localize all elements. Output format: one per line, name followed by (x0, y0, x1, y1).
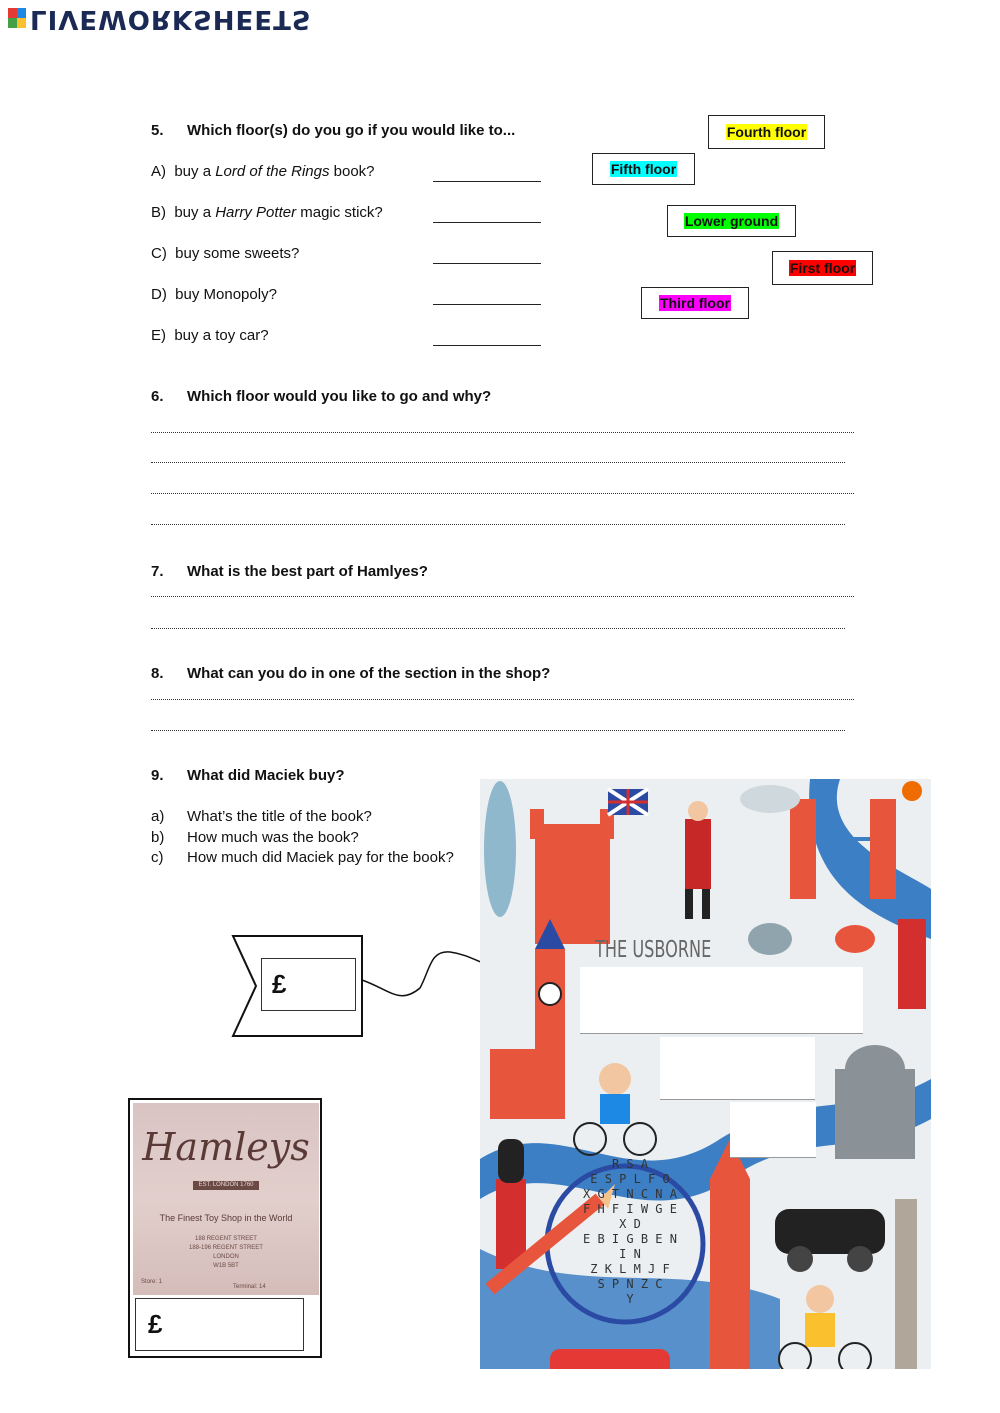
answer-line[interactable] (151, 523, 845, 525)
q5-item-a (151, 163, 375, 180)
sub-letter: b) (151, 829, 165, 846)
q5-item-b (151, 204, 383, 221)
answer-line[interactable] (151, 729, 845, 731)
answer-line[interactable] (151, 492, 854, 494)
receipt-address (133, 1235, 319, 1271)
receipt-est: EST. LONDON 1760 (193, 1181, 259, 1190)
wordsearch-row: F H F I W G E X D (583, 1202, 677, 1231)
answer-blank-b[interactable] (433, 221, 541, 223)
q5-item-e (151, 327, 269, 344)
wordsearch-row: Y (626, 1292, 634, 1306)
question-number: 8. (151, 665, 164, 682)
question-8 (151, 665, 550, 682)
item-italic: Lord of the Rings (215, 163, 330, 180)
book-cover-image (480, 779, 931, 1369)
address-line: 188 REGENT STREET (195, 1236, 257, 1242)
answer-line[interactable] (151, 698, 854, 700)
question-6 (151, 388, 491, 405)
floor-label-fifth[interactable] (592, 153, 695, 185)
wordsearch-row: E B I G B E N I N (583, 1232, 677, 1261)
wordsearch-row: X G T N C N A (583, 1187, 677, 1201)
item-text: buy a (174, 204, 216, 221)
sub-text: How much did Maciek pay for the book? (187, 849, 454, 866)
wordsearch-grid (580, 1157, 680, 1307)
q5-item-d (151, 286, 277, 303)
floor-label-text: Fifth floor (610, 161, 677, 177)
price-tag-answer-box[interactable] (261, 958, 356, 1011)
answer-line[interactable] (151, 627, 845, 629)
floor-label-text: Lower ground (684, 213, 779, 229)
item-letter: D) (151, 286, 167, 303)
item-text: buy Monopoly? (175, 286, 277, 303)
receipt-answer-box[interactable] (135, 1298, 304, 1351)
hamleys-logo: Hamleys (142, 1125, 310, 1169)
logo-mark-icon (8, 8, 26, 28)
wordsearch-row: E S P L F O (590, 1172, 670, 1186)
question-text: What is the best part of Hamlyes? (187, 563, 428, 580)
book-answer-box-3[interactable] (730, 1102, 816, 1158)
item-letter: B) (151, 204, 166, 221)
pound-sign: £ (148, 1309, 163, 1339)
item-text: buy a toy car? (174, 327, 269, 344)
item-text-end: book? (329, 163, 375, 180)
q5-item-c (151, 245, 299, 262)
item-italic: Harry Potter (215, 204, 297, 221)
floor-label-lower-ground[interactable] (667, 205, 796, 237)
address-line: W1B 5BT (213, 1263, 239, 1269)
item-letter: A) (151, 163, 166, 180)
sub-text: What’s the title of the book? (187, 808, 372, 825)
q9-sub-a (151, 808, 372, 825)
question-text: What did Maciek buy? (187, 767, 345, 784)
floor-label-text: First floor (789, 260, 856, 276)
answer-blank-d[interactable] (433, 303, 541, 305)
sub-letter: c) (151, 849, 164, 866)
pound-sign: £ (272, 969, 287, 999)
item-letter: E) (151, 327, 166, 344)
floor-label-text: Third floor (660, 295, 730, 311)
answer-blank-c[interactable] (433, 262, 541, 264)
sub-letter: a) (151, 808, 165, 825)
question-9 (151, 767, 345, 784)
answer-blank-a[interactable] (433, 180, 541, 182)
item-text: buy some sweets? (175, 245, 300, 262)
question-number: 5. (151, 122, 164, 139)
receipt-terminal: Terminal: 14 (233, 1284, 266, 1290)
book-series-label: THE USBORNE (595, 937, 712, 963)
question-5 (151, 122, 515, 139)
wordsearch-row: Z K L M J F (590, 1262, 670, 1276)
answer-blank-e[interactable] (433, 344, 541, 346)
receipt-frame (128, 1098, 322, 1358)
q9-sub-b (151, 829, 359, 846)
item-text-end: magic stick? (296, 204, 383, 221)
sub-text: How much was the book? (187, 829, 359, 846)
answer-line[interactable] (151, 461, 845, 463)
receipt-photo (133, 1103, 319, 1295)
wordsearch-row: R S A (611, 1157, 649, 1171)
question-number: 7. (151, 563, 164, 580)
address-line: 188-196 REGENT STREET (189, 1245, 263, 1251)
book-answer-box-2[interactable] (660, 1037, 815, 1100)
floor-label-fourth[interactable] (708, 115, 825, 149)
book-title-answer-box[interactable] (580, 967, 863, 1034)
item-letter: C) (151, 245, 167, 262)
q9-sub-c (151, 849, 454, 866)
address-line: LONDON (213, 1254, 239, 1260)
question-7 (151, 563, 428, 580)
answer-line[interactable] (151, 595, 854, 597)
wordsearch-row: S P N Z C (597, 1277, 663, 1291)
question-number: 9. (151, 767, 164, 784)
receipt-tagline: The Finest Toy Shop in the World (159, 1213, 293, 1223)
answer-line[interactable] (151, 431, 854, 433)
question-text: Which floor(s) do you go if you would like to... (187, 122, 516, 139)
floor-label-first[interactable] (772, 251, 873, 285)
receipt-store: Store: 1 (141, 1279, 163, 1285)
question-text: Which floor would you like to go and why? (187, 388, 492, 405)
question-text: What can you do in one of the section in the shop? (187, 665, 551, 682)
item-text: buy a (174, 163, 216, 180)
question-number: 6. (151, 388, 164, 405)
brand-logo: LIVEWORKSHEETS (30, 4, 312, 34)
floor-label-third[interactable] (641, 287, 749, 319)
floor-label-text: Fourth floor (726, 124, 807, 140)
